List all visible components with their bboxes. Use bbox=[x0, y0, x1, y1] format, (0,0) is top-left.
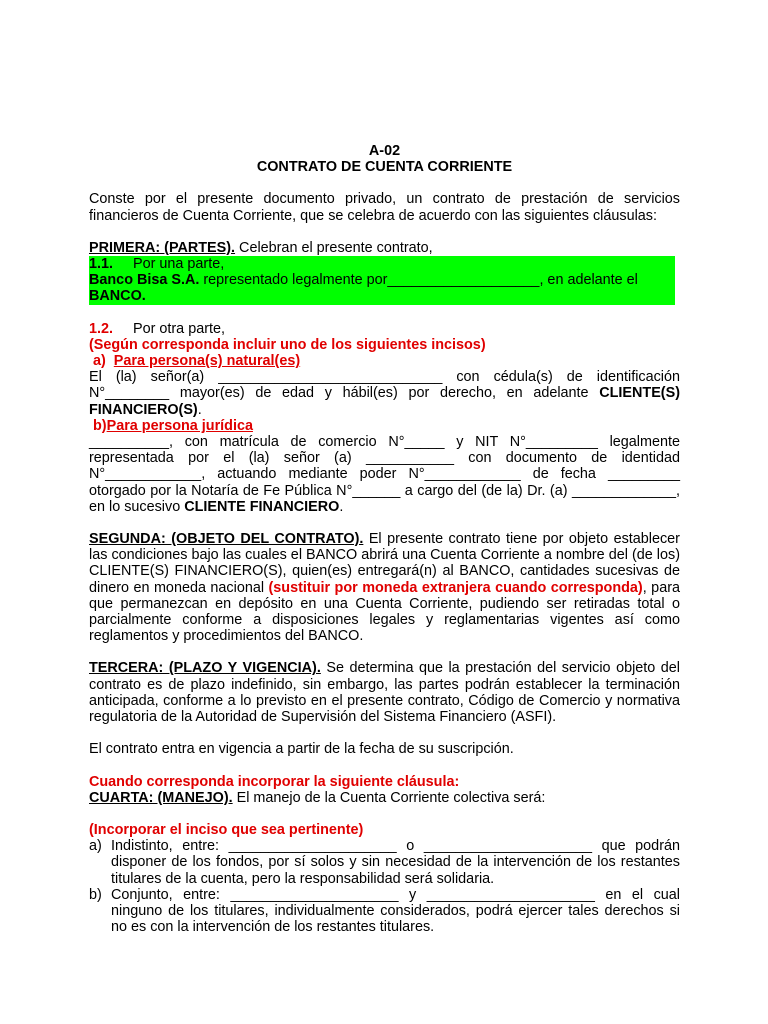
clause-cuarta: CUARTA: (MANEJO). El manejo de la Cuenta Corriente colectiva será: bbox=[89, 789, 546, 806]
clause-primera-text: Celebran el presente contrato, bbox=[235, 239, 433, 256]
cliente-financiero-label: CLIENTE FINANCIERO bbox=[184, 498, 340, 515]
inciso-b-heading bbox=[89, 418, 680, 434]
inciso-b-label: b) bbox=[93, 417, 107, 434]
inciso-a-title: Para persona(s) natural(es) bbox=[113, 353, 301, 370]
bank-line bbox=[89, 272, 675, 304]
list-item bbox=[89, 887, 680, 936]
list-item-text: Conjunto, entre: _____________________ y _____________________ en el cual ninguno de los titulares, individualmente considerados, podrá ejercer tales derechos si no es con la intervención de los restantes titulares. bbox=[111, 886, 680, 936]
cliente-financieros-label: CLIENTE(S) FINANCIERO(S) bbox=[89, 385, 680, 418]
clause-tercera-heading: TERCERA: (PLAZO Y VIGENCIA). bbox=[89, 660, 321, 677]
document-code: A-02 bbox=[368, 143, 401, 159]
inciso-a-label: a) bbox=[93, 353, 106, 370]
vigencia-paragraph: El contrato entra en vigencia a partir de la fecha de su suscripción. bbox=[89, 741, 514, 758]
intro-paragraph: Conste por el presente documento privado, un contrato de prestación de servicios financieros de Cuenta Corriente, que se celebra de acuerdo con las siguientes cláusulas: bbox=[89, 191, 680, 224]
inciso-pertinente-note: (Incorporar el inciso que sea pertinente) bbox=[89, 821, 364, 838]
currency-note: (sustituir por moneda extranjera cuando corresponda) bbox=[268, 579, 643, 596]
clause-segunda-heading: SEGUNDA: (OBJETO DEL CONTRATO). bbox=[89, 531, 364, 548]
bank-representative: representado legalmente por___________________, en adelante el bbox=[199, 272, 638, 289]
clause-cuarta-heading: CUARTA: (MANEJO). bbox=[89, 789, 233, 806]
inciso-a-text: El (la) señor(a) ____________________________ con cédula(s) de identificación N°________ mayor(es) de edad y hábil(es) por derecho, en adelante CLIENTE(S) FINANCIERO(S). bbox=[89, 369, 680, 418]
inciso-a-heading bbox=[89, 353, 680, 369]
list-marker: a) bbox=[89, 838, 102, 855]
incisos-note: (Según corresponda incluir uno de los siguientes incisos) bbox=[89, 336, 486, 353]
bank-name: Banco Bisa S.A. bbox=[89, 272, 200, 289]
bank-label: BANCO. bbox=[89, 288, 146, 305]
clause-tercera: TERCERA: (PLAZO Y VIGENCIA). Se determina que la prestación del servicio objeto del contrato es de plazo indefinido, sin embargo, las partes podrán establecer la terminación anticipada, conforme a lo previsto en el presente contrato, Código de Comercio y normativa regulatoria de la Autoridad de Supervisión del Sistema Financiero (ASFI). bbox=[89, 660, 680, 726]
list-marker: b) bbox=[89, 886, 102, 903]
party-1-text: Por una parte, bbox=[133, 256, 225, 273]
list-item bbox=[89, 838, 680, 887]
party-2-line bbox=[89, 321, 680, 337]
party-2-number: 1.2. bbox=[89, 320, 114, 337]
party-2-text: Por otra parte, bbox=[133, 320, 225, 337]
document-title: CONTRATO DE CUENTA CORRIENTE bbox=[256, 159, 513, 176]
clause-primera-heading: PRIMERA: (PARTES). bbox=[89, 239, 236, 256]
list-item-text: Indistinto, entre: _____________________ o _____________________ que podrán disponer de los fondos, por sí solos y sin necesidad de la intervención de los restantes titulares de la cuenta, pero la responsabilidad será solidaria. bbox=[111, 838, 680, 887]
highlight-block bbox=[89, 256, 675, 305]
party-1-line bbox=[89, 256, 675, 272]
inciso-b-text: __________, con matrícula de comercio N°_____ y NIT N°_________ legalmente representada por el (la) señor (a) ___________ con documento de identidad N°____________, actuando mediante poder N°____________ de fecha _________ otorgado por la Notaría de Fe Pública N°______ a cargo del (de la) Dr. (a) _____________, en lo sucesivo CLIENTE FINANCIERO. bbox=[89, 434, 680, 515]
clause-primera bbox=[89, 240, 680, 256]
clause-segunda: SEGUNDA: (OBJETO DEL CONTRATO). El presente contrato tiene por objeto establecer las condiciones bajo las cuales el BANCO abrirá una Cuenta Corriente a nombre del (de los) CLIENTE(S) FINANCIERO(S), quien(es) entregará(n) al BANCO, cantidades sucesivas de dinero en moneda nacional (sustituir por moneda extranjera cuando corresponda), para que permanezcan en depósito en una Cuenta Corriente, pudiendo ser retiradas total o parcialmente conforme a disposiciones legales y reglamentarias vigentes así como reglamentos y procedimientos del BANCO. bbox=[89, 531, 680, 645]
party-1-number: 1.1. bbox=[89, 256, 114, 273]
cuarta-note: Cuando corresponda incorporar la siguiente cláusula: bbox=[89, 773, 460, 790]
inciso-b-title: Para persona jurídica bbox=[106, 417, 253, 434]
